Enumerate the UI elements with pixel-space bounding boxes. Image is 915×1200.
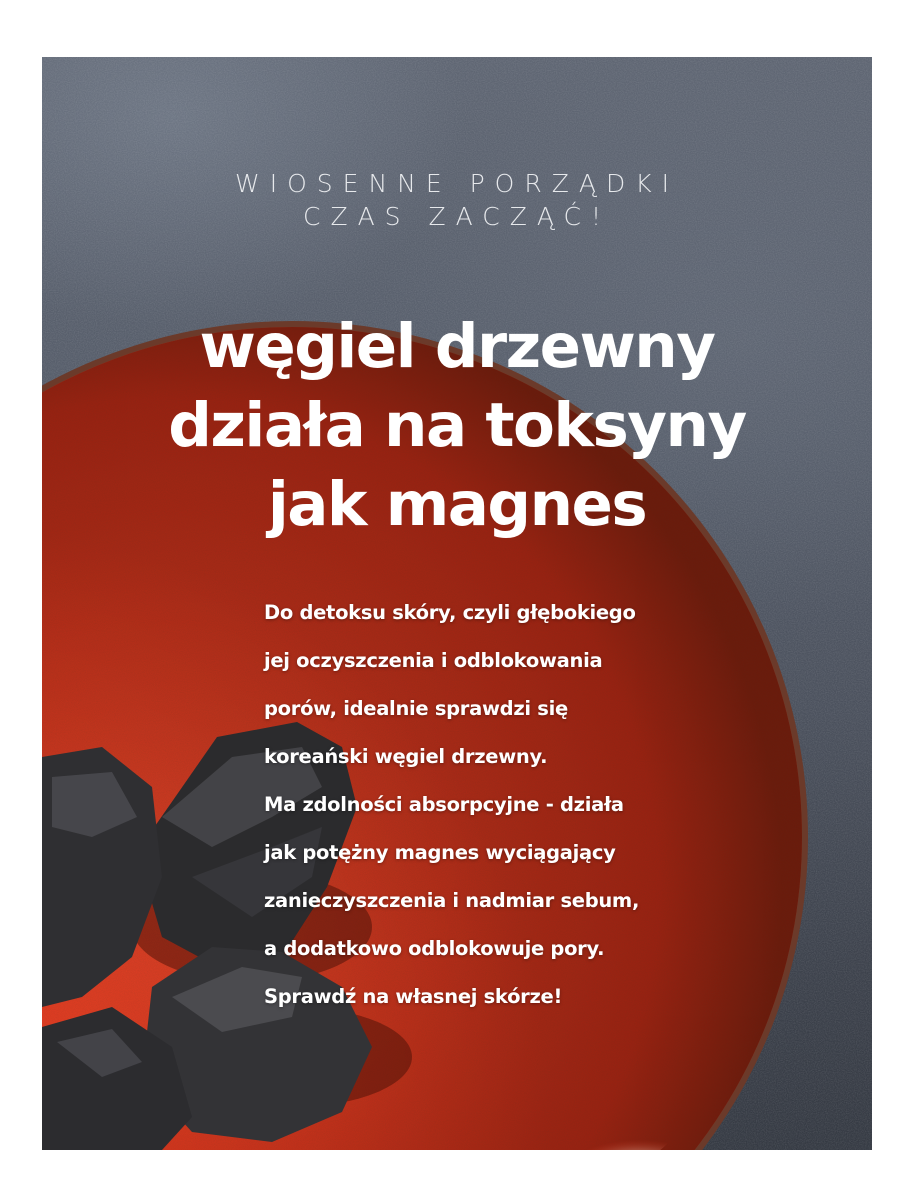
- body-line-2: jej oczyszczenia i odblokowania: [264, 649, 603, 672]
- headline-line-1: węgiel drzewny: [199, 311, 715, 382]
- body-line-8: a dodatkowo odblokowuje pory.: [264, 937, 605, 960]
- body-line-6: jak potężny magnes wyciągający: [264, 841, 616, 864]
- headline-line-2: działa na toksyny: [168, 390, 746, 461]
- body-line-5: Ma zdolności absorpcyjne - działa: [264, 793, 624, 816]
- body-line-9: Sprawdź na własnej skórze!: [264, 985, 563, 1008]
- body-line-3: porów, idealnie sprawdzi się: [264, 697, 568, 720]
- headline-line-3: jak magnes: [267, 469, 647, 540]
- kicker-line-2: CZAS ZACZĄĆ!: [302, 202, 611, 231]
- kicker-text: [42, 167, 872, 233]
- body-line-4: koreański węgiel drzewny.: [264, 745, 548, 768]
- body-line-1: Do detoksu skóry, czyli głębokiego: [264, 601, 636, 624]
- poster: [42, 57, 872, 1150]
- headline: [42, 307, 872, 544]
- kicker-line-1: WIOSENNE PORZĄDKI: [235, 169, 679, 198]
- body-copy: [264, 589, 844, 1021]
- body-line-7: zanieczyszczenia i nadmiar sebum,: [264, 889, 640, 912]
